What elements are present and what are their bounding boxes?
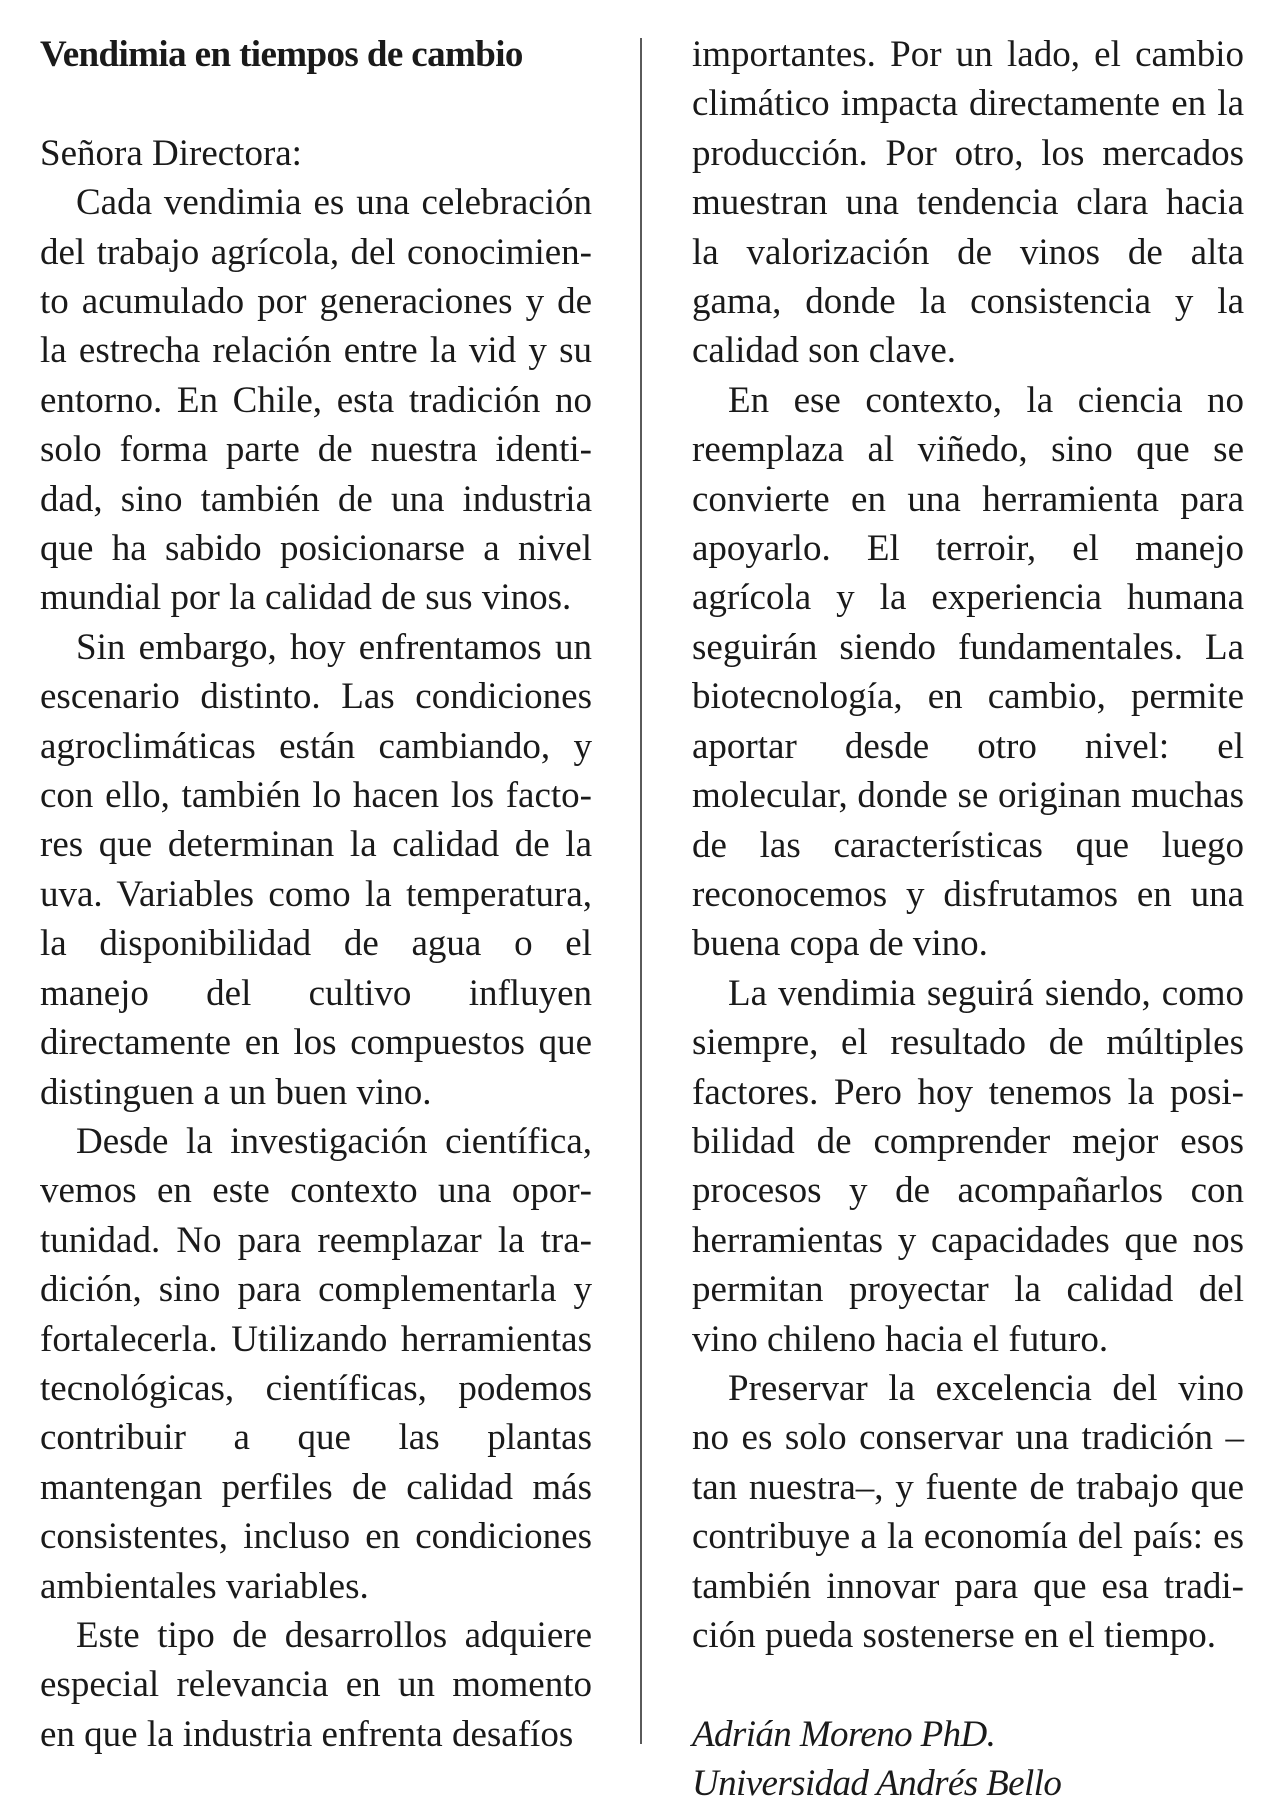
author-name: Adrián Moreno PhD. [692,1713,996,1755]
right-column [692,30,1244,1809]
column-divider [640,38,642,1744]
paragraph-3: Desde la investigación científica, vemos en este contexto una oportunidad. No para reemplazar la tradición, sino para complementarla y fortalecerla. Utilizando herramientas tecnológicas, científicas, podemos contribuir a que las plantas mantengan perfiles de calidad más consistentes, incluso en condiciones ambientales variables. [40,1120,592,1607]
paragraph-1: Cada vendimia es una celebración del trabajo agrícola, del conocimiento acumulado por generaciones y de la estrecha relación entre la vid y su entorno. En Chile, esta tradición no solo forma parte de nuestra identidad, sino también de una industria que ha sabido posicionarse a nivel mundial por la calidad de sus vinos. [40,182,592,619]
salutation: Señora Directora: [40,132,302,174]
paragraph-6: La vendimia seguirá siendo, como siempre, el resultado de múltiples factores. Pero hoy tenemos la posibilidad de comprender mejor esos procesos y de acompañarlos con herramientas y capacidades que nos permitan proyectar la calidad del vino chileno hacia el futuro. [692,972,1244,1360]
letter-headline: Vendimia en tiempos de cambio [40,34,523,75]
paragraph-4-end: importantes. Por un lado, el cambio climático impacta directamente en la producción. Por otro, los mercados muestran una tendencia clara hacia la valorización de vinos de alta gama, donde la consistencia y la calidad son clave. [692,34,1244,372]
paragraph-2: Sin embargo, hoy enfrentamos un escenario distinto. Las condiciones agroclimáticas están cambiando, y con ello, también lo hacen los factores que determinan la calidad de la uva. Variables como la temperatura, la disponibilidad de agua o el manejo del cultivo influyen directamente en los compuestos que distinguen a un buen vino. [40,626,592,1113]
signature-spacer [692,1660,1244,1709]
author-affiliation: Universidad Andrés Bello [692,1763,1062,1805]
paragraph-7: Preservar la excelencia del vino no es solo conservar una tradición –tan nuestra–, y fuente de trabajo que contribuye a la economía del país: es también innovar para que esa tradición pueda sostenerse en el tiempo. [692,1367,1244,1656]
left-column [40,30,592,1759]
paragraph-4-start: Este tipo de desarrollos adquiere especial relevancia en un momento en que la industria enfrenta desafíos [40,1614,592,1755]
headline-spacer [40,79,592,128]
paragraph-5: En ese contexto, la ciencia no reemplaza al viñedo, sino que se convierte en una herramienta para apoyarlo. El terroir, el manejo agrícola y la experiencia humana seguirán siendo fundamentales. La biotecnología, en cambio, permite aportar desde otro nivel: el molecular, donde se originan muchas de las características que luego reconocemos y disfrutamos en una buena copa de vino. [692,379,1244,965]
